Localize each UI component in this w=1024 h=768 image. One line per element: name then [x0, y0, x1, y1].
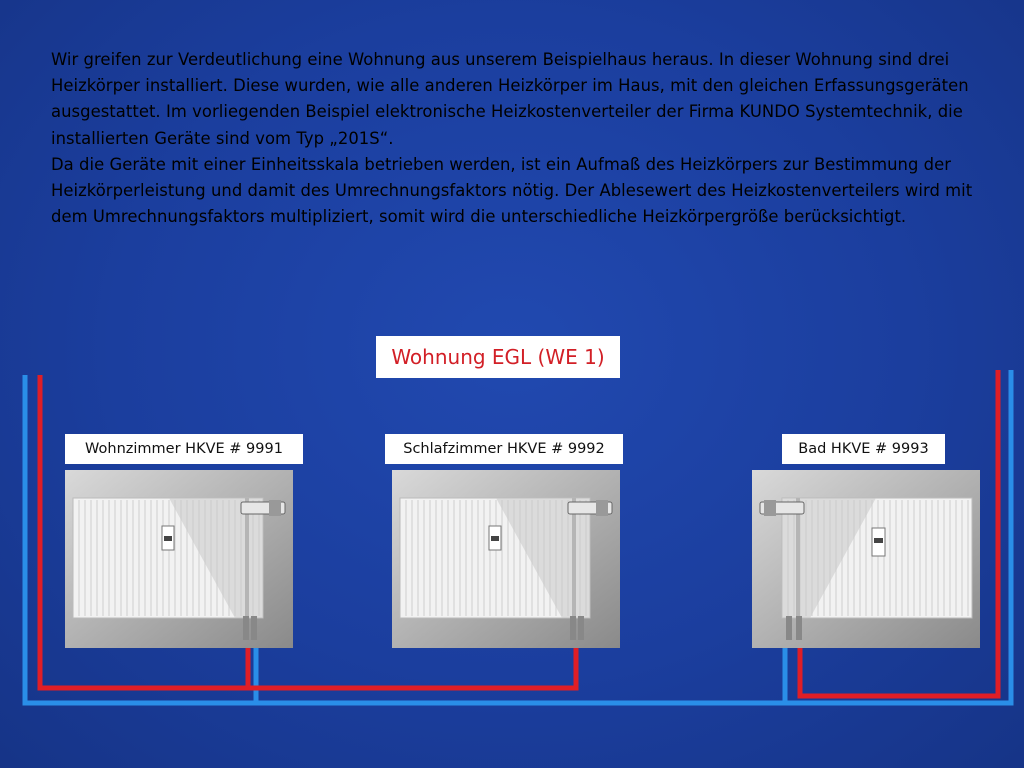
- intro-paragraph-2: Da die Geräte mit einer Einheitsskala betrieben werden, ist ein Aufmaß des Heizkörpers zur Bestimmung der Heizkörperleistung und damit des Umrechnungsfaktors nötig. Der Ablesewert des Heizkostenverteilers wird mit dem Umrechnungsfaktors multipliziert, somit wird die unterschiedliche Heizkörpergröße berücksichtigt.: [51, 154, 973, 227]
- supply-pipe-middle: [248, 648, 576, 688]
- radiator-icon: [392, 470, 620, 648]
- radiator-icon: [752, 470, 980, 648]
- radiator-icon: [65, 470, 293, 648]
- room-label-schlafzimmer: Schlafzimmer HKVE # 9992: [385, 434, 623, 464]
- room-label-bad: Bad HKVE # 9993: [782, 434, 945, 464]
- apartment-title: Wohnung EGL (WE 1): [376, 336, 620, 378]
- intro-paragraph-1: Wir greifen zur Verdeutlichung eine Wohnung aus unserem Beispielhaus heraus. In dieser Wohnung sind drei Heizkörper installiert. Diese wurden, wie alle anderen Heizkörper im Haus, mit den gleichen Erfassungsgeräten ausgestattet. Im vorliegenden Beispiel elektronische Heizkostenverteiler der Firma KUNDO Systemtechnik, die installierten Geräte sind vom Typ „201S“.: [51, 50, 969, 148]
- room-label-wohnzimmer: Wohnzimmer HKVE # 9991: [65, 434, 303, 464]
